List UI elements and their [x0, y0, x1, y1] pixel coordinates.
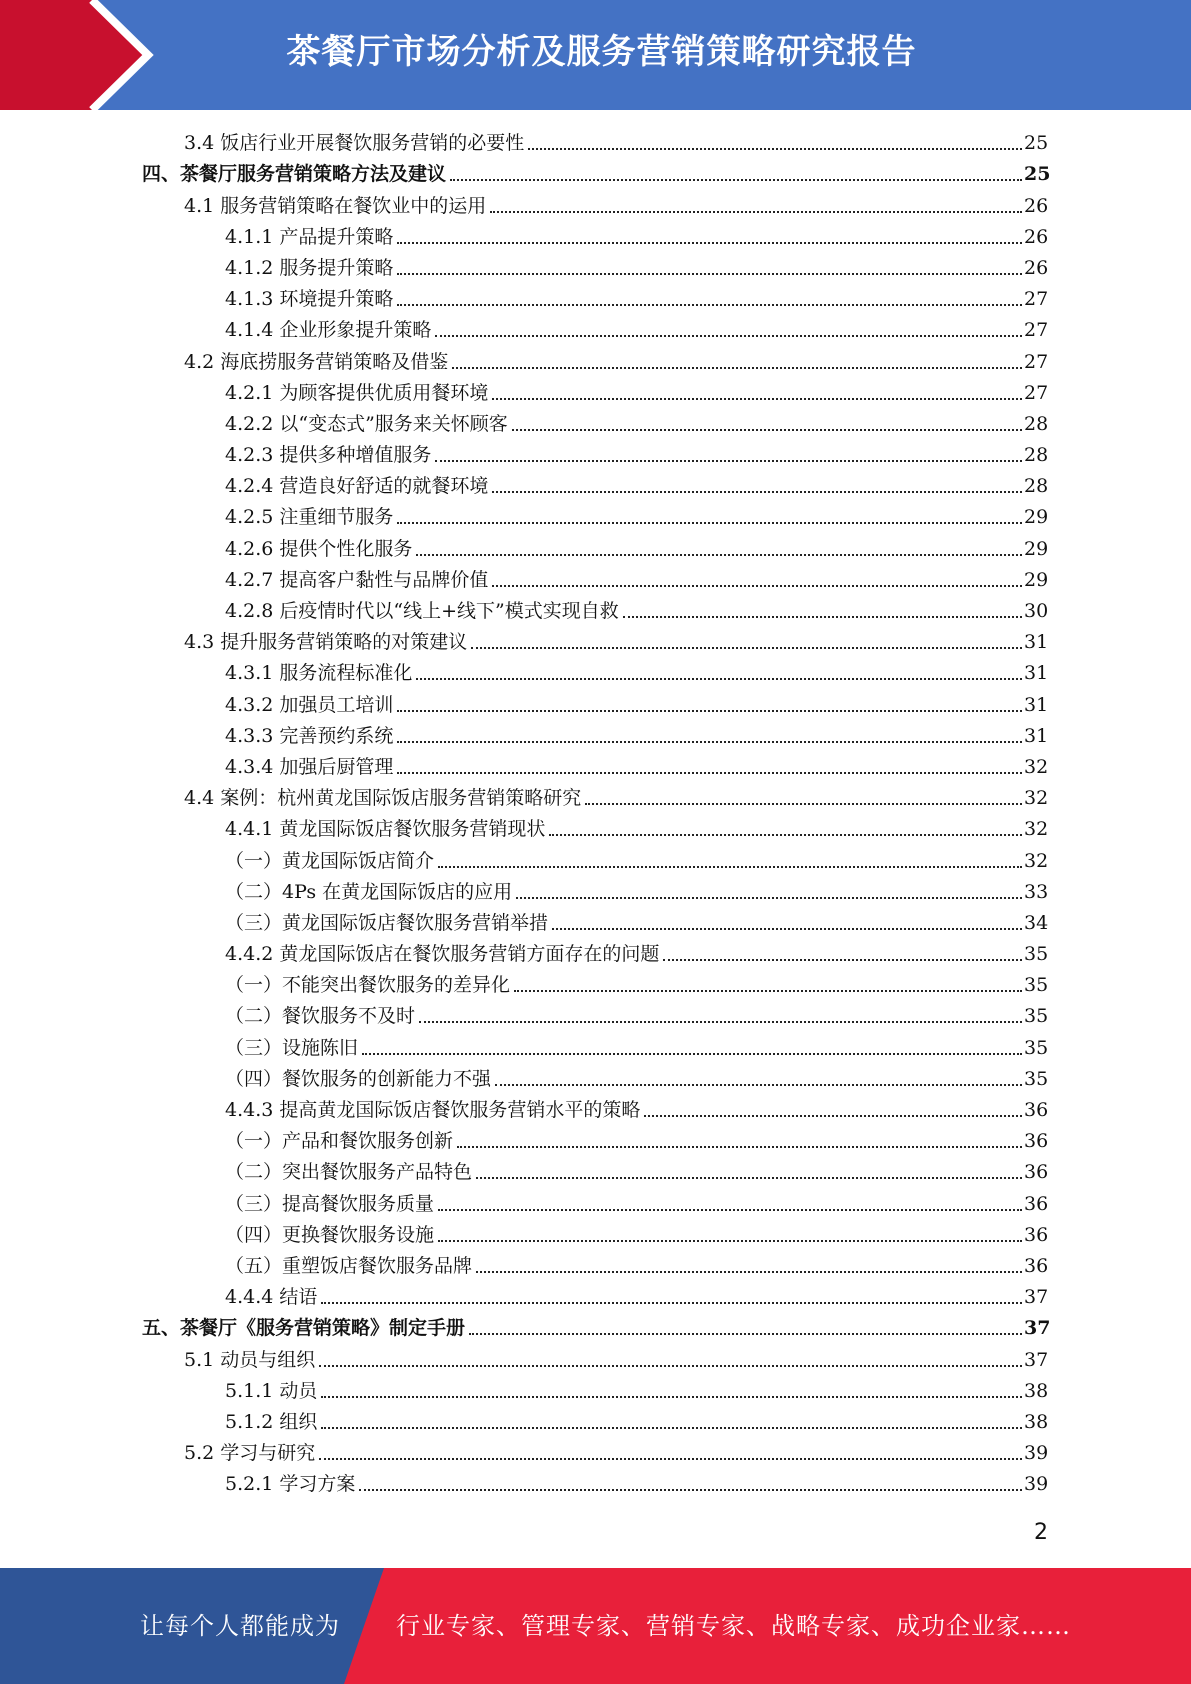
toc-dot-leader: [514, 990, 1022, 992]
toc-entry-title: 5.1.1 动员: [225, 1379, 318, 1402]
toc-dot-leader: [512, 429, 1022, 431]
toc-entry-title: 4.2.2 以“变态式”服务来关怀顾客: [225, 412, 508, 435]
toc-entry-page: 28: [1024, 412, 1049, 435]
toc-dot-leader: [476, 1177, 1022, 1179]
toc-entry[interactable]: [0, 1031, 1191, 1062]
toc-entry-title: 5.2.1 学习方案: [225, 1473, 356, 1496]
toc-entry-title: （三）黄龙国际饭店餐饮服务营销举措: [225, 911, 549, 934]
toc-dot-leader: [490, 211, 1022, 213]
toc-entry-page: 36: [1024, 1099, 1049, 1121]
toc-entry[interactable]: [0, 377, 1191, 408]
toc-entry-title: （一）不能突出餐饮服务的差异化: [225, 974, 511, 997]
toc-entry-page: 36: [1024, 1223, 1049, 1246]
toc-entry-page: 32: [1024, 755, 1049, 778]
toc-entry[interactable]: [0, 189, 1191, 220]
toc-dot-leader: [397, 772, 1022, 774]
toc-dot-leader: [450, 179, 1022, 181]
toc-entry[interactable]: [0, 1312, 1191, 1343]
toc-dot-leader: [438, 866, 1022, 868]
toc-entry[interactable]: [0, 158, 1191, 189]
toc-entry[interactable]: [0, 1375, 1191, 1406]
toc-entry-title: 4.1.1 产品提升策略: [225, 225, 394, 248]
toc-entry-title: （一）黄龙国际饭店简介: [225, 849, 435, 872]
toc-entry-page: 31: [1024, 662, 1049, 685]
toc-entry-page: 32: [1024, 849, 1049, 872]
toc-entry[interactable]: [0, 751, 1191, 782]
toc-dot-leader: [469, 1333, 1022, 1335]
toc-dot-leader: [397, 741, 1022, 743]
page-footer: [0, 1568, 1191, 1684]
toc-entry[interactable]: [0, 1281, 1191, 1312]
toc-entry-page: 27: [1024, 319, 1049, 342]
toc-entry-page: 27: [1024, 288, 1049, 311]
toc-entry-title: 4.3.4 加强后厨管理: [225, 755, 394, 778]
toc-dot-leader: [397, 273, 1022, 275]
toc-entry-page: 36: [1024, 1130, 1049, 1153]
toc-entry[interactable]: [0, 595, 1191, 626]
toc-entry[interactable]: [0, 1125, 1191, 1156]
toc-dot-leader: [476, 1271, 1022, 1273]
toc-entry[interactable]: [0, 1219, 1191, 1250]
toc-entry-page: 25: [1024, 132, 1049, 155]
toc-entry-page: 39: [1024, 1473, 1049, 1496]
toc-entry-page: 35: [1024, 1036, 1049, 1059]
toc-entry[interactable]: [0, 1437, 1191, 1468]
toc-entry[interactable]: [0, 532, 1191, 563]
toc-entry-page: 28: [1024, 475, 1049, 498]
toc-entry[interactable]: [0, 782, 1191, 813]
toc-entry-page: 31: [1024, 724, 1049, 747]
toc-entry-page: 38: [1024, 1379, 1049, 1402]
toc-dot-leader: [419, 1021, 1022, 1023]
toc-dot-leader: [552, 928, 1022, 930]
toc-entry-title: 4.1 服务营销策略在餐饮业中的运用: [184, 194, 487, 217]
toc-dot-leader: [471, 647, 1022, 649]
toc-entry[interactable]: [0, 969, 1191, 1000]
toc-entry-page: 29: [1024, 568, 1049, 591]
toc-dot-leader: [492, 398, 1022, 400]
toc-entry-title: 4.2.6 提供个性化服务: [225, 537, 413, 560]
toc-entry-page: 30: [1024, 600, 1049, 622]
toc-dot-leader: [319, 1365, 1022, 1367]
toc-dot-leader: [321, 1396, 1022, 1398]
toc-entry-title: 4.2 海底捞服务营销策略及借鉴: [184, 350, 449, 373]
toc-entry[interactable]: [0, 688, 1191, 719]
toc-entry-title: 五、茶餐厅《服务营销策略》制定手册: [142, 1317, 466, 1340]
toc-entry[interactable]: [0, 844, 1191, 875]
toc-entry-page: 29: [1024, 537, 1049, 560]
toc-entry-title: 4.3.2 加强员工培训: [225, 693, 394, 716]
toc-entry-page: 33: [1024, 880, 1049, 903]
toc-entry-page: 37: [1024, 1317, 1051, 1340]
toc-entry-page: 36: [1024, 1161, 1049, 1184]
toc-entry-title: （四）更换餐饮服务设施: [225, 1223, 435, 1246]
toc-entry[interactable]: [0, 221, 1191, 252]
toc-entry[interactable]: [0, 1406, 1191, 1437]
toc-entry-title: 4.3.3 完善预约系统: [225, 724, 394, 747]
toc-entry-title: （二）突出餐饮服务产品特色: [225, 1161, 473, 1184]
toc-entry-page: 25: [1024, 163, 1051, 186]
toc-dot-leader: [435, 460, 1022, 462]
toc-dot-leader: [438, 1209, 1022, 1211]
toc-entry-title: 4.3 提升服务营销策略的对策建议: [184, 631, 468, 654]
toc-entry-page: 35: [1024, 943, 1049, 966]
toc-dot-leader: [321, 1427, 1022, 1429]
toc-entry[interactable]: [0, 1187, 1191, 1218]
toc-entry-title: 5.2 学习与研究: [184, 1442, 316, 1465]
toc-entry[interactable]: [0, 1000, 1191, 1031]
toc-entry[interactable]: [0, 439, 1191, 470]
toc-entry-title: （四）餐饮服务的创新能力不强: [225, 1067, 492, 1090]
toc-entry-page: 28: [1024, 444, 1049, 467]
toc-dot-leader: [492, 491, 1022, 493]
toc-entry-title: （二）餐饮服务不及时: [225, 1005, 416, 1028]
toc-entry[interactable]: [0, 720, 1191, 751]
toc-dot-leader: [397, 242, 1022, 244]
toc-dot-leader: [362, 1053, 1022, 1055]
toc-entry-title: 4.4.4 结语: [225, 1286, 318, 1309]
toc-entry[interactable]: [0, 1468, 1191, 1499]
toc-entry-title: 4.2.3 提供多种增值服务: [225, 444, 432, 467]
toc-entry[interactable]: [0, 1063, 1191, 1094]
toc-dot-leader: [452, 367, 1022, 369]
toc-entry-title: 4.1.2 服务提升策略: [225, 256, 394, 279]
page-header: [0, 0, 1191, 110]
toc-entry[interactable]: [0, 501, 1191, 532]
toc-entry[interactable]: [0, 283, 1191, 314]
toc-entry-title: （一）产品和餐饮服务创新: [225, 1130, 454, 1153]
toc-entry-title: 5.1 动员与组织: [184, 1348, 316, 1371]
table-of-contents: [0, 127, 1191, 1499]
toc-entry[interactable]: [0, 345, 1191, 376]
toc-entry-page: 26: [1024, 194, 1049, 217]
toc-entry-title: （二）4Ps 在黄龙国际饭店的应用: [225, 880, 513, 903]
toc-dot-leader: [644, 1115, 1022, 1117]
toc-dot-leader: [623, 616, 1022, 618]
toc-entry[interactable]: [0, 626, 1191, 657]
toc-entry-page: 37: [1024, 1348, 1049, 1371]
toc-entry-page: 36: [1024, 1254, 1049, 1277]
page-number: 2: [1034, 1520, 1048, 1545]
toc-entry-title: 4.4 案例：杭州黄龙国际饭店服务营销策略研究: [184, 787, 582, 810]
toc-entry-title: 4.4.1 黄龙国际饭店餐饮服务营销现状: [225, 818, 546, 841]
toc-dot-leader: [495, 1084, 1022, 1086]
toc-entry-title: 4.2.5 注重细节服务: [225, 506, 394, 529]
toc-entry-page: 29: [1024, 506, 1049, 529]
toc-entry-title: 4.3.1 服务流程标准化: [225, 662, 413, 685]
toc-entry-title: 5.1.2 组织: [225, 1410, 318, 1433]
toc-entry-title: 4.2.4 营造良好舒适的就餐环境: [225, 475, 489, 498]
toc-entry-title: （五）重塑饭店餐饮服务品牌: [225, 1254, 473, 1277]
toc-entry-page: 31: [1024, 693, 1049, 716]
toc-dot-leader: [359, 1489, 1022, 1491]
toc-entry[interactable]: [0, 1250, 1191, 1281]
toc-entry[interactable]: [0, 470, 1191, 501]
toc-entry-page: 27: [1024, 350, 1049, 373]
footer-slogan: 让每个人都能成为: [140, 1612, 340, 1640]
toc-entry-title: 3.4 饭店行业开展餐饮服务营销的必要性: [184, 132, 525, 155]
toc-entry-title: （三）设施陈旧: [225, 1036, 359, 1059]
toc-entry-title: 4.4.3 提高黄龙国际饭店餐饮服务营销水平的策略: [225, 1099, 641, 1121]
toc-entry-page: 26: [1024, 225, 1049, 248]
toc-dot-leader: [397, 522, 1022, 524]
toc-entry-page: 32: [1024, 787, 1049, 810]
toc-entry-title: 4.2.7 提高客户黏性与品牌价值: [225, 568, 489, 591]
toc-entry[interactable]: [0, 1094, 1191, 1125]
toc-dot-leader: [457, 1146, 1022, 1148]
toc-dot-leader: [516, 897, 1022, 899]
toc-entry-title: 四、茶餐厅服务营销策略方法及建议: [142, 163, 447, 186]
toc-entry-page: 35: [1024, 1067, 1049, 1090]
toc-entry[interactable]: [0, 813, 1191, 844]
toc-entry-title: 4.1.4 企业形象提升策略: [225, 319, 432, 342]
toc-entry-title: （三）提高餐饮服务质量: [225, 1192, 435, 1215]
toc-entry-page: 26: [1024, 256, 1049, 279]
toc-entry[interactable]: [0, 314, 1191, 345]
toc-entry-title: 4.2.8 后疫情时代以“线上+线下”模式实现自救: [225, 600, 619, 622]
toc-entry[interactable]: [0, 876, 1191, 907]
toc-entry-page: 36: [1024, 1192, 1049, 1215]
toc-entry-title: 4.2.1 为顾客提供优质用餐环境: [225, 381, 489, 404]
toc-dot-leader: [319, 1458, 1022, 1460]
toc-dot-leader: [435, 335, 1022, 337]
toc-entry[interactable]: [0, 1343, 1191, 1374]
toc-dot-leader: [549, 834, 1022, 836]
toc-dot-leader: [397, 710, 1022, 712]
toc-dot-leader: [438, 1240, 1022, 1242]
toc-dot-leader: [528, 148, 1022, 150]
toc-entry[interactable]: [0, 907, 1191, 938]
toc-entry-title: 4.4.2 黄龙国际饭店在餐饮服务营销方面存在的问题: [225, 943, 660, 966]
toc-entry-page: 35: [1024, 1005, 1049, 1028]
toc-entry[interactable]: [0, 564, 1191, 595]
toc-entry-title: 4.1.3 环境提升策略: [225, 288, 394, 311]
toc-entry-page: 34: [1024, 911, 1049, 934]
toc-entry[interactable]: [0, 1156, 1191, 1187]
page-title: 茶餐厅市场分析及服务营销策略研究报告: [286, 32, 917, 72]
toc-entry[interactable]: [0, 252, 1191, 283]
toc-dot-leader: [492, 585, 1022, 587]
toc-entry[interactable]: [0, 127, 1191, 158]
toc-entry-page: 31: [1024, 631, 1049, 654]
toc-dot-leader: [321, 1302, 1022, 1304]
toc-dot-leader: [585, 803, 1022, 805]
toc-dot-leader: [397, 304, 1022, 306]
toc-entry[interactable]: [0, 657, 1191, 688]
toc-entry-page: 39: [1024, 1442, 1049, 1465]
toc-dot-leader: [416, 554, 1022, 556]
toc-entry-page: 38: [1024, 1410, 1049, 1433]
toc-entry-page: 32: [1024, 818, 1049, 841]
toc-entry[interactable]: [0, 408, 1191, 439]
toc-entry[interactable]: [0, 938, 1191, 969]
toc-dot-leader: [663, 959, 1022, 961]
toc-entry-page: 35: [1024, 974, 1049, 997]
toc-entry-page: 27: [1024, 381, 1049, 404]
footer-expert-list: 行业专家、管理专家、营销专家、战略专家、成功企业家……: [396, 1612, 1071, 1640]
toc-entry-page: 37: [1024, 1286, 1049, 1309]
toc-dot-leader: [416, 678, 1022, 680]
